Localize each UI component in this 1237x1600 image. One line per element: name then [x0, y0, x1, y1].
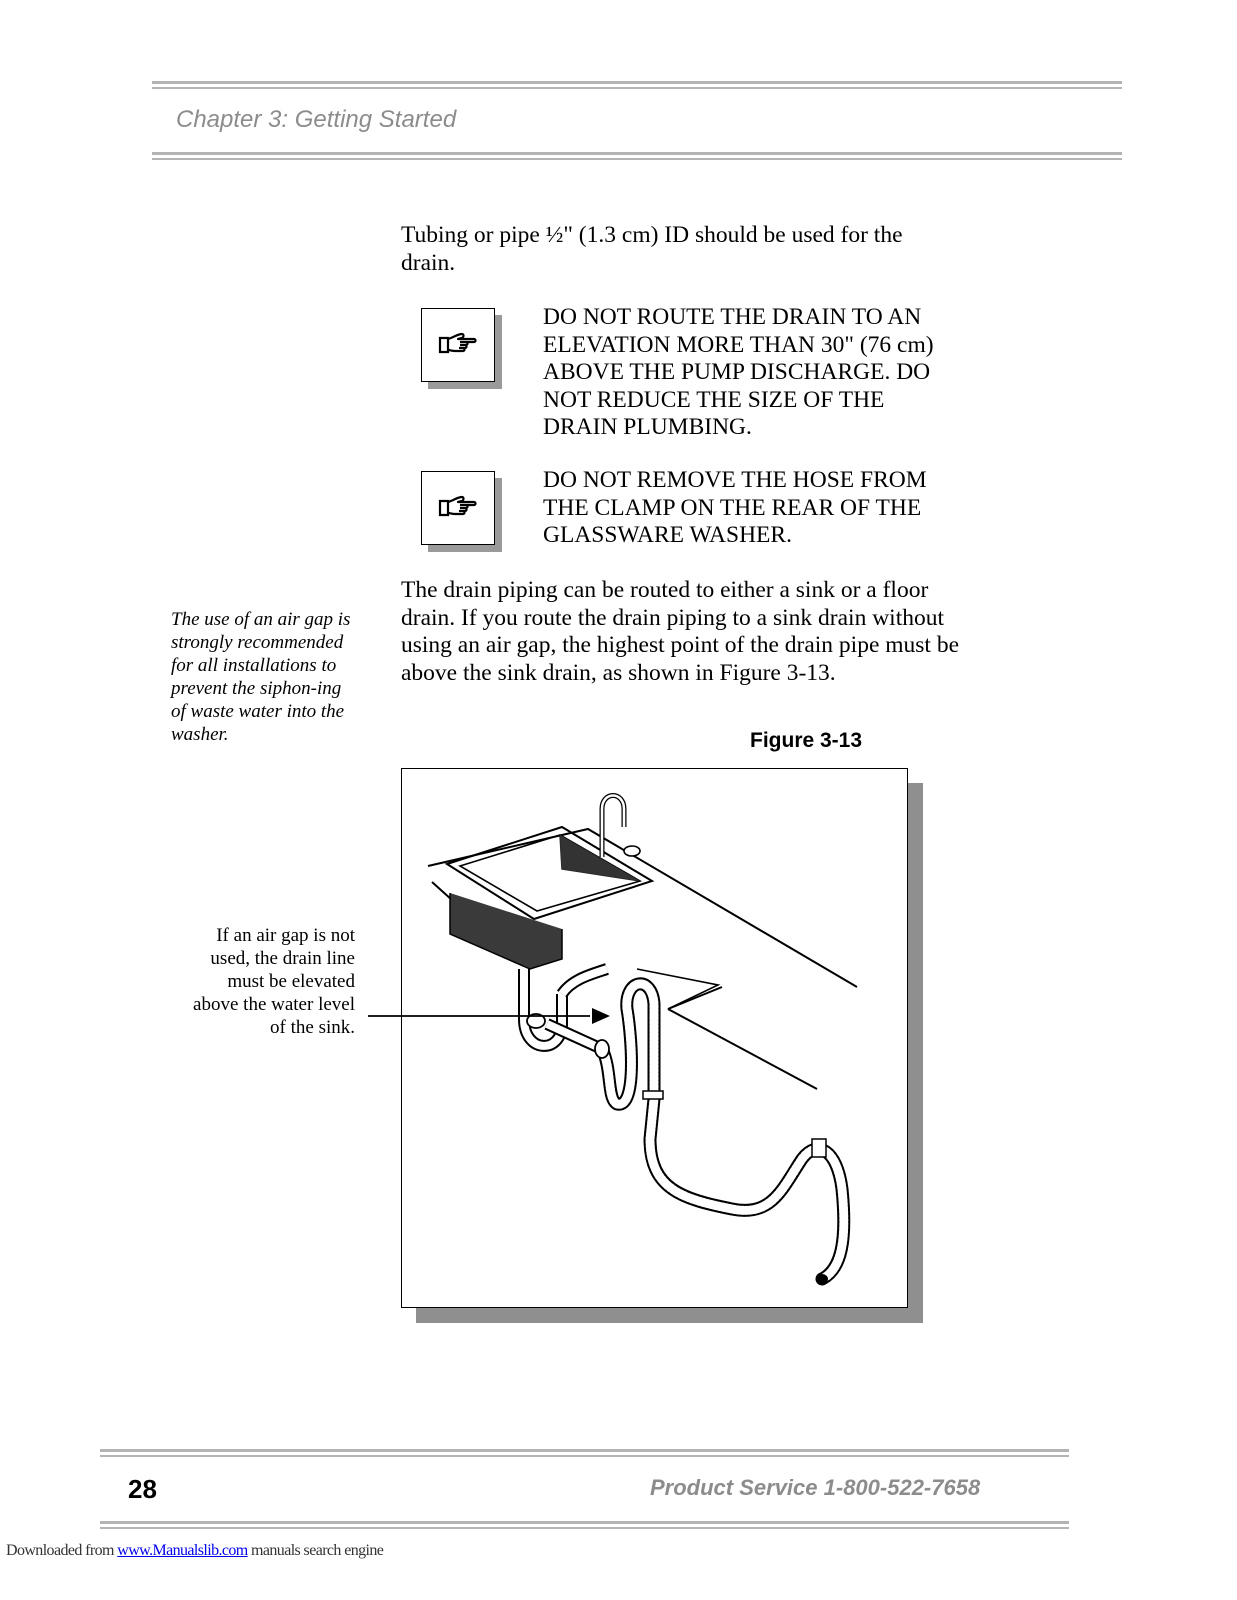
side-note: The use of an air gap is strongly recommended for all installations to prevent the siphon-ing of waste water into the washer.	[171, 609, 351, 745]
download-note	[6, 1542, 383, 1560]
footer-rule-bottom	[100, 1521, 1069, 1524]
header-rule-bottom-thin	[152, 158, 1122, 160]
service-line: Product Service 1-800-522-7658	[650, 1475, 981, 1500]
header-rule-bottom	[152, 152, 1122, 155]
figure-frame	[401, 768, 908, 1308]
chapter-title: Chapter 3: Getting Started	[176, 106, 457, 133]
intro-paragraph: Tubing or pipe ½" (1.3 cm) ID should be used for the drain.	[401, 222, 903, 276]
note-text: DO NOT ROUTE THE DRAIN TO AN ELEVATION MORE THAN 30" (76 cm) ABOVE THE PUMP DISCHARGE. DO NOT REDUCE THE SIZE OF THE DRAIN PLUMBING.	[543, 304, 934, 440]
callout-arrow	[360, 1000, 620, 1030]
footer-rule-top-thin	[100, 1455, 1069, 1457]
header-rule-top-thin	[152, 87, 1122, 89]
pointing-hand-icon	[438, 332, 478, 358]
page-number: 28	[128, 1474, 157, 1504]
figure-callout: If an air gap is not used, the drain line must be elevated above the water level of the sink.	[193, 925, 355, 1038]
header-rule-top	[152, 81, 1122, 84]
pointing-hand-icon	[438, 495, 478, 521]
footer-rule-top	[100, 1449, 1069, 1452]
drain-paragraph: The drain piping can be routed to either a sink or a floor drain. If you route the drain piping to a sink drain without using an air gap, the highest point of the drain pipe must be above the sink drain, as shown in Figure 3-13.	[401, 577, 960, 686]
footer-rule-bottom-thin	[100, 1527, 1069, 1529]
sink-drain-illustration	[402, 769, 907, 1307]
figure-title: Figure 3-13	[750, 729, 863, 752]
download-suffix: manuals search engine	[247, 1542, 384, 1559]
manualslib-link[interactable]: www.Manualslib.com	[117, 1542, 248, 1559]
note-text: DO NOT REMOVE THE HOSE FROM THE CLAMP ON THE REAR OF THE GLASSWARE WASHER.	[543, 467, 927, 548]
note-icon-box	[421, 471, 495, 545]
note-icon-box	[421, 308, 495, 382]
download-prefix: Downloaded from	[6, 1542, 118, 1559]
